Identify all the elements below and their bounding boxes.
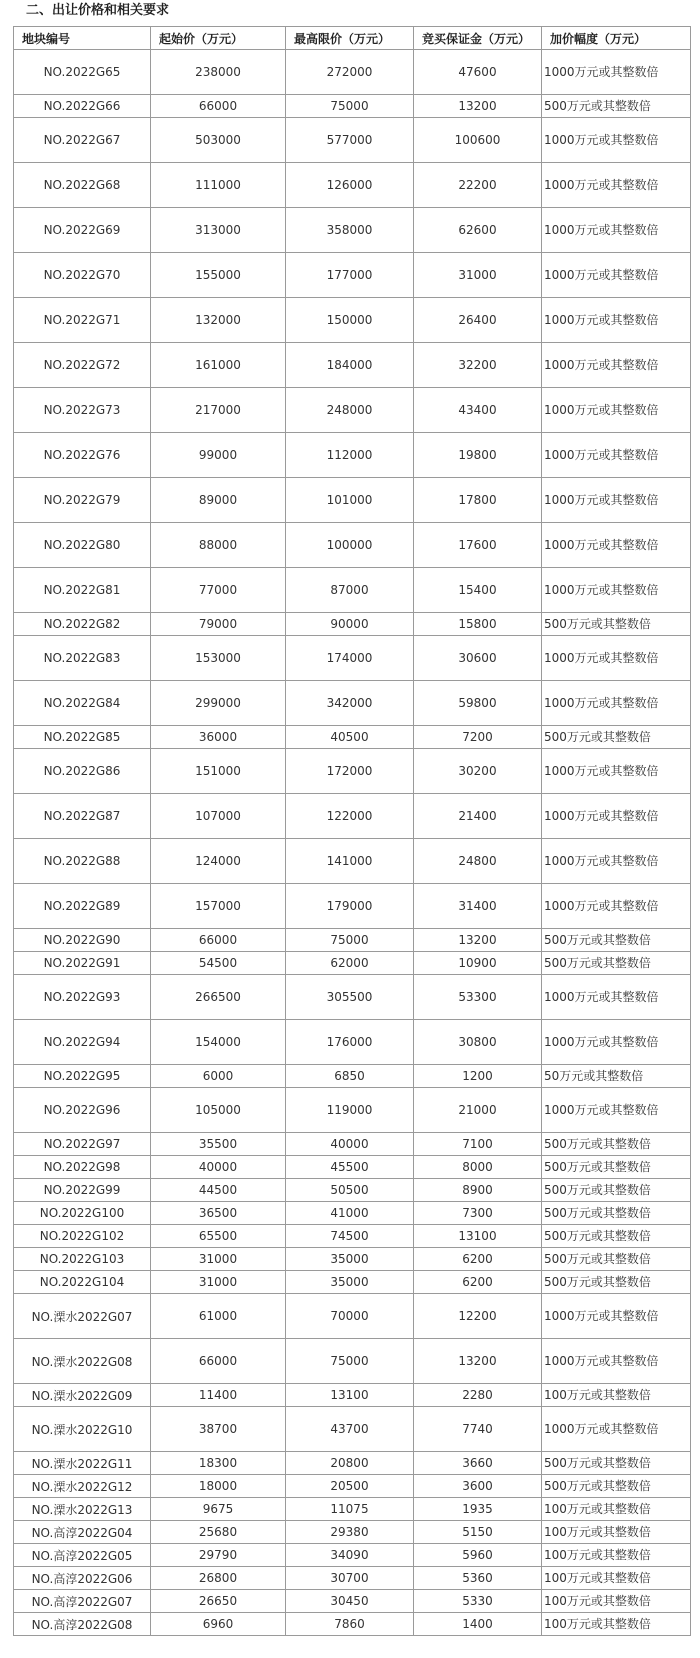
cell-max-price: 248000 bbox=[286, 388, 414, 433]
cell-plot-number: NO.2022G73 bbox=[14, 388, 151, 433]
cell-max-price: 342000 bbox=[286, 681, 414, 726]
cell-deposit: 100600 bbox=[414, 118, 542, 163]
cell-max-price: 112000 bbox=[286, 433, 414, 478]
cell-increment: 1000万元或其整数倍 bbox=[542, 50, 691, 95]
cell-max-price: 122000 bbox=[286, 794, 414, 839]
cell-increment: 1000万元或其整数倍 bbox=[542, 208, 691, 253]
cell-starting-price: 66000 bbox=[151, 929, 286, 952]
cell-deposit: 30800 bbox=[414, 1020, 542, 1065]
table-row bbox=[14, 298, 691, 343]
table-row bbox=[14, 1020, 691, 1065]
cell-increment: 1000万元或其整数倍 bbox=[542, 794, 691, 839]
cell-deposit: 8900 bbox=[414, 1179, 542, 1202]
cell-plot-number: NO.2022G70 bbox=[14, 253, 151, 298]
cell-deposit: 30600 bbox=[414, 636, 542, 681]
cell-max-price: 34090 bbox=[286, 1544, 414, 1567]
cell-deposit: 53300 bbox=[414, 975, 542, 1020]
cell-increment: 1000万元或其整数倍 bbox=[542, 1339, 691, 1384]
cell-deposit: 7300 bbox=[414, 1202, 542, 1225]
cell-deposit: 15400 bbox=[414, 568, 542, 613]
cell-deposit: 7740 bbox=[414, 1407, 542, 1452]
cell-max-price: 74500 bbox=[286, 1225, 414, 1248]
table-body bbox=[14, 50, 691, 1636]
cell-max-price: 577000 bbox=[286, 118, 414, 163]
cell-plot-number: NO.2022G79 bbox=[14, 478, 151, 523]
table-row bbox=[14, 253, 691, 298]
cell-plot-number: NO.2022G98 bbox=[14, 1156, 151, 1179]
cell-starting-price: 105000 bbox=[151, 1088, 286, 1133]
cell-increment: 500万元或其整数倍 bbox=[542, 1225, 691, 1248]
cell-increment: 100万元或其整数倍 bbox=[542, 1613, 691, 1636]
cell-increment: 1000万元或其整数倍 bbox=[542, 1088, 691, 1133]
cell-starting-price: 503000 bbox=[151, 118, 286, 163]
table-row bbox=[14, 1156, 691, 1179]
cell-plot-number: NO.高淳2022G04 bbox=[14, 1521, 151, 1544]
cell-starting-price: 44500 bbox=[151, 1179, 286, 1202]
cell-plot-number: NO.2022G99 bbox=[14, 1179, 151, 1202]
cell-starting-price: 25680 bbox=[151, 1521, 286, 1544]
table-row bbox=[14, 1498, 691, 1521]
cell-deposit: 10900 bbox=[414, 952, 542, 975]
cell-starting-price: 132000 bbox=[151, 298, 286, 343]
cell-starting-price: 313000 bbox=[151, 208, 286, 253]
cell-max-price: 6850 bbox=[286, 1065, 414, 1088]
cell-increment: 1000万元或其整数倍 bbox=[542, 1407, 691, 1452]
table-row bbox=[14, 681, 691, 726]
cell-max-price: 41000 bbox=[286, 1202, 414, 1225]
cell-deposit: 13100 bbox=[414, 1225, 542, 1248]
cell-starting-price: 66000 bbox=[151, 1339, 286, 1384]
table-row bbox=[14, 1202, 691, 1225]
cell-plot-number: NO.2022G68 bbox=[14, 163, 151, 208]
cell-deposit: 8000 bbox=[414, 1156, 542, 1179]
cell-plot-number: NO.2022G84 bbox=[14, 681, 151, 726]
table-row bbox=[14, 1088, 691, 1133]
cell-deposit: 24800 bbox=[414, 839, 542, 884]
table-row bbox=[14, 952, 691, 975]
cell-plot-number: NO.2022G102 bbox=[14, 1225, 151, 1248]
cell-plot-number: NO.高淳2022G05 bbox=[14, 1544, 151, 1567]
cell-plot-number: NO.溧水2022G09 bbox=[14, 1384, 151, 1407]
cell-starting-price: 6000 bbox=[151, 1065, 286, 1088]
cell-max-price: 40500 bbox=[286, 726, 414, 749]
cell-increment: 500万元或其整数倍 bbox=[542, 1133, 691, 1156]
table-row bbox=[14, 1544, 691, 1567]
cell-deposit: 43400 bbox=[414, 388, 542, 433]
cell-max-price: 176000 bbox=[286, 1020, 414, 1065]
cell-starting-price: 9675 bbox=[151, 1498, 286, 1521]
cell-starting-price: 26650 bbox=[151, 1590, 286, 1613]
cell-starting-price: 31000 bbox=[151, 1248, 286, 1271]
table-row bbox=[14, 636, 691, 681]
cell-plot-number: NO.溧水2022G11 bbox=[14, 1452, 151, 1475]
table-row bbox=[14, 388, 691, 433]
cell-deposit: 1935 bbox=[414, 1498, 542, 1521]
cell-starting-price: 31000 bbox=[151, 1271, 286, 1294]
cell-deposit: 62600 bbox=[414, 208, 542, 253]
cell-plot-number: NO.2022G96 bbox=[14, 1088, 151, 1133]
cell-increment: 1000万元或其整数倍 bbox=[542, 681, 691, 726]
cell-max-price: 20800 bbox=[286, 1452, 414, 1475]
cell-plot-number: NO.2022G86 bbox=[14, 749, 151, 794]
cell-plot-number: NO.高淳2022G08 bbox=[14, 1613, 151, 1636]
cell-plot-number: NO.2022G95 bbox=[14, 1065, 151, 1088]
table-row bbox=[14, 50, 691, 95]
cell-increment: 1000万元或其整数倍 bbox=[542, 839, 691, 884]
cell-starting-price: 65500 bbox=[151, 1225, 286, 1248]
cell-deposit: 21400 bbox=[414, 794, 542, 839]
cell-starting-price: 155000 bbox=[151, 253, 286, 298]
cell-increment: 1000万元或其整数倍 bbox=[542, 884, 691, 929]
cell-plot-number: NO.2022G72 bbox=[14, 343, 151, 388]
cell-plot-number: NO.高淳2022G06 bbox=[14, 1567, 151, 1590]
table-row bbox=[14, 568, 691, 613]
table-row bbox=[14, 1133, 691, 1156]
cell-deposit: 12200 bbox=[414, 1294, 542, 1339]
cell-starting-price: 66000 bbox=[151, 95, 286, 118]
cell-starting-price: 11400 bbox=[151, 1384, 286, 1407]
cell-starting-price: 111000 bbox=[151, 163, 286, 208]
cell-starting-price: 18000 bbox=[151, 1475, 286, 1498]
cell-deposit: 31400 bbox=[414, 884, 542, 929]
cell-starting-price: 89000 bbox=[151, 478, 286, 523]
cell-plot-number: NO.溧水2022G12 bbox=[14, 1475, 151, 1498]
cell-increment: 50万元或其整数倍 bbox=[542, 1065, 691, 1088]
cell-starting-price: 99000 bbox=[151, 433, 286, 478]
cell-deposit: 5150 bbox=[414, 1521, 542, 1544]
cell-starting-price: 88000 bbox=[151, 523, 286, 568]
cell-max-price: 35000 bbox=[286, 1271, 414, 1294]
cell-deposit: 5330 bbox=[414, 1590, 542, 1613]
cell-increment: 100万元或其整数倍 bbox=[542, 1544, 691, 1567]
cell-deposit: 5960 bbox=[414, 1544, 542, 1567]
cell-deposit: 30200 bbox=[414, 749, 542, 794]
cell-max-price: 30700 bbox=[286, 1567, 414, 1590]
table-row bbox=[14, 1475, 691, 1498]
table-row bbox=[14, 1452, 691, 1475]
cell-deposit: 1400 bbox=[414, 1613, 542, 1636]
cell-max-price: 101000 bbox=[286, 478, 414, 523]
cell-starting-price: 35500 bbox=[151, 1133, 286, 1156]
cell-increment: 1000万元或其整数倍 bbox=[542, 975, 691, 1020]
cell-starting-price: 77000 bbox=[151, 568, 286, 613]
cell-increment: 500万元或其整数倍 bbox=[542, 952, 691, 975]
cell-plot-number: NO.2022G93 bbox=[14, 975, 151, 1020]
cell-increment: 500万元或其整数倍 bbox=[542, 1475, 691, 1498]
table-row bbox=[14, 794, 691, 839]
table-row bbox=[14, 1225, 691, 1248]
cell-starting-price: 266500 bbox=[151, 975, 286, 1020]
cell-plot-number: NO.2022G66 bbox=[14, 95, 151, 118]
cell-deposit: 13200 bbox=[414, 929, 542, 952]
table-row bbox=[14, 929, 691, 952]
cell-deposit: 5360 bbox=[414, 1567, 542, 1590]
cell-plot-number: NO.2022G71 bbox=[14, 298, 151, 343]
table-row bbox=[14, 1339, 691, 1384]
cell-deposit: 19800 bbox=[414, 433, 542, 478]
table-row bbox=[14, 613, 691, 636]
table-row bbox=[14, 1065, 691, 1088]
cell-increment: 500万元或其整数倍 bbox=[542, 726, 691, 749]
cell-max-price: 11075 bbox=[286, 1498, 414, 1521]
cell-increment: 1000万元或其整数倍 bbox=[542, 568, 691, 613]
table-row bbox=[14, 208, 691, 253]
cell-max-price: 179000 bbox=[286, 884, 414, 929]
cell-increment: 1000万元或其整数倍 bbox=[542, 749, 691, 794]
table-row bbox=[14, 1567, 691, 1590]
cell-plot-number: NO.2022G90 bbox=[14, 929, 151, 952]
cell-max-price: 90000 bbox=[286, 613, 414, 636]
table-header-row bbox=[14, 27, 691, 50]
cell-deposit: 13200 bbox=[414, 95, 542, 118]
cell-plot-number: NO.2022G91 bbox=[14, 952, 151, 975]
cell-increment: 500万元或其整数倍 bbox=[542, 1156, 691, 1179]
cell-plot-number: NO.高淳2022G07 bbox=[14, 1590, 151, 1613]
table-row bbox=[14, 1407, 691, 1452]
header-increment: 加价幅度（万元） bbox=[542, 27, 691, 50]
cell-increment: 100万元或其整数倍 bbox=[542, 1567, 691, 1590]
cell-plot-number: NO.2022G82 bbox=[14, 613, 151, 636]
cell-starting-price: 40000 bbox=[151, 1156, 286, 1179]
cell-deposit: 59800 bbox=[414, 681, 542, 726]
cell-max-price: 13100 bbox=[286, 1384, 414, 1407]
cell-plot-number: NO.2022G100 bbox=[14, 1202, 151, 1225]
header-plot-number: 地块编号 bbox=[14, 27, 151, 50]
cell-increment: 500万元或其整数倍 bbox=[542, 95, 691, 118]
cell-deposit: 1200 bbox=[414, 1065, 542, 1088]
cell-increment: 100万元或其整数倍 bbox=[542, 1590, 691, 1613]
cell-deposit: 22200 bbox=[414, 163, 542, 208]
cell-max-price: 87000 bbox=[286, 568, 414, 613]
cell-starting-price: 18300 bbox=[151, 1452, 286, 1475]
table-row bbox=[14, 1384, 691, 1407]
cell-max-price: 40000 bbox=[286, 1133, 414, 1156]
cell-max-price: 50500 bbox=[286, 1179, 414, 1202]
cell-max-price: 70000 bbox=[286, 1294, 414, 1339]
cell-max-price: 172000 bbox=[286, 749, 414, 794]
cell-starting-price: 157000 bbox=[151, 884, 286, 929]
cell-starting-price: 238000 bbox=[151, 50, 286, 95]
cell-starting-price: 153000 bbox=[151, 636, 286, 681]
cell-deposit: 47600 bbox=[414, 50, 542, 95]
cell-plot-number: NO.2022G89 bbox=[14, 884, 151, 929]
cell-increment: 100万元或其整数倍 bbox=[542, 1384, 691, 1407]
cell-plot-number: NO.溧水2022G13 bbox=[14, 1498, 151, 1521]
cell-starting-price: 79000 bbox=[151, 613, 286, 636]
table-row bbox=[14, 1294, 691, 1339]
cell-increment: 1000万元或其整数倍 bbox=[542, 388, 691, 433]
table-row bbox=[14, 95, 691, 118]
table-row bbox=[14, 1521, 691, 1544]
cell-max-price: 100000 bbox=[286, 523, 414, 568]
cell-starting-price: 107000 bbox=[151, 794, 286, 839]
cell-starting-price: 154000 bbox=[151, 1020, 286, 1065]
cell-increment: 1000万元或其整数倍 bbox=[542, 478, 691, 523]
cell-increment: 500万元或其整数倍 bbox=[542, 613, 691, 636]
cell-starting-price: 36500 bbox=[151, 1202, 286, 1225]
cell-increment: 1000万元或其整数倍 bbox=[542, 1020, 691, 1065]
cell-plot-number: NO.2022G69 bbox=[14, 208, 151, 253]
cell-plot-number: NO.2022G85 bbox=[14, 726, 151, 749]
cell-max-price: 75000 bbox=[286, 929, 414, 952]
table-row bbox=[14, 1590, 691, 1613]
cell-deposit: 6200 bbox=[414, 1271, 542, 1294]
cell-plot-number: NO.2022G76 bbox=[14, 433, 151, 478]
cell-max-price: 141000 bbox=[286, 839, 414, 884]
cell-plot-number: NO.2022G104 bbox=[14, 1271, 151, 1294]
table-row bbox=[14, 726, 691, 749]
cell-deposit: 3660 bbox=[414, 1452, 542, 1475]
table-row bbox=[14, 749, 691, 794]
cell-max-price: 35000 bbox=[286, 1248, 414, 1271]
cell-max-price: 43700 bbox=[286, 1407, 414, 1452]
cell-deposit: 7100 bbox=[414, 1133, 542, 1156]
cell-plot-number: NO.2022G83 bbox=[14, 636, 151, 681]
cell-max-price: 305500 bbox=[286, 975, 414, 1020]
cell-plot-number: NO.溧水2022G10 bbox=[14, 1407, 151, 1452]
cell-increment: 500万元或其整数倍 bbox=[542, 1271, 691, 1294]
cell-plot-number: NO.2022G88 bbox=[14, 839, 151, 884]
cell-deposit: 21000 bbox=[414, 1088, 542, 1133]
cell-max-price: 272000 bbox=[286, 50, 414, 95]
cell-plot-number: NO.2022G97 bbox=[14, 1133, 151, 1156]
cell-starting-price: 299000 bbox=[151, 681, 286, 726]
cell-starting-price: 54500 bbox=[151, 952, 286, 975]
table-row bbox=[14, 1271, 691, 1294]
table-row bbox=[14, 839, 691, 884]
cell-increment: 1000万元或其整数倍 bbox=[542, 118, 691, 163]
cell-deposit: 15800 bbox=[414, 613, 542, 636]
cell-deposit: 6200 bbox=[414, 1248, 542, 1271]
header-deposit: 竞买保证金（万元） bbox=[414, 27, 542, 50]
header-starting-price: 起始价（万元） bbox=[151, 27, 286, 50]
cell-deposit: 32200 bbox=[414, 343, 542, 388]
cell-increment: 500万元或其整数倍 bbox=[542, 1452, 691, 1475]
cell-plot-number: NO.2022G65 bbox=[14, 50, 151, 95]
cell-starting-price: 6960 bbox=[151, 1613, 286, 1636]
cell-max-price: 177000 bbox=[286, 253, 414, 298]
cell-starting-price: 151000 bbox=[151, 749, 286, 794]
cell-starting-price: 38700 bbox=[151, 1407, 286, 1452]
cell-starting-price: 161000 bbox=[151, 343, 286, 388]
table-row bbox=[14, 478, 691, 523]
cell-increment: 1000万元或其整数倍 bbox=[542, 298, 691, 343]
cell-max-price: 45500 bbox=[286, 1156, 414, 1179]
cell-deposit: 2280 bbox=[414, 1384, 542, 1407]
cell-deposit: 17800 bbox=[414, 478, 542, 523]
cell-starting-price: 124000 bbox=[151, 839, 286, 884]
section-heading: 二、出让价格和相关要求 bbox=[26, 3, 170, 18]
cell-increment: 1000万元或其整数倍 bbox=[542, 163, 691, 208]
table-row bbox=[14, 1613, 691, 1636]
cell-increment: 100万元或其整数倍 bbox=[542, 1521, 691, 1544]
cell-deposit: 31000 bbox=[414, 253, 542, 298]
cell-increment: 500万元或其整数倍 bbox=[542, 1179, 691, 1202]
cell-plot-number: NO.溧水2022G07 bbox=[14, 1294, 151, 1339]
cell-max-price: 75000 bbox=[286, 95, 414, 118]
cell-increment: 1000万元或其整数倍 bbox=[542, 1294, 691, 1339]
cell-plot-number: NO.2022G81 bbox=[14, 568, 151, 613]
table-row bbox=[14, 118, 691, 163]
cell-plot-number: NO.2022G94 bbox=[14, 1020, 151, 1065]
cell-deposit: 7200 bbox=[414, 726, 542, 749]
cell-plot-number: NO.2022G80 bbox=[14, 523, 151, 568]
table-row bbox=[14, 433, 691, 478]
cell-increment: 500万元或其整数倍 bbox=[542, 1248, 691, 1271]
cell-max-price: 119000 bbox=[286, 1088, 414, 1133]
cell-increment: 1000万元或其整数倍 bbox=[542, 636, 691, 681]
cell-increment: 500万元或其整数倍 bbox=[542, 1202, 691, 1225]
table-row bbox=[14, 1179, 691, 1202]
cell-plot-number: NO.2022G67 bbox=[14, 118, 151, 163]
table-row bbox=[14, 343, 691, 388]
table-row bbox=[14, 884, 691, 929]
cell-max-price: 62000 bbox=[286, 952, 414, 975]
cell-deposit: 26400 bbox=[414, 298, 542, 343]
cell-increment: 1000万元或其整数倍 bbox=[542, 343, 691, 388]
cell-max-price: 30450 bbox=[286, 1590, 414, 1613]
cell-increment: 1000万元或其整数倍 bbox=[542, 433, 691, 478]
cell-max-price: 29380 bbox=[286, 1521, 414, 1544]
cell-increment: 100万元或其整数倍 bbox=[542, 1498, 691, 1521]
cell-max-price: 174000 bbox=[286, 636, 414, 681]
cell-starting-price: 36000 bbox=[151, 726, 286, 749]
land-price-table bbox=[13, 26, 691, 1636]
cell-max-price: 358000 bbox=[286, 208, 414, 253]
cell-max-price: 75000 bbox=[286, 1339, 414, 1384]
cell-max-price: 184000 bbox=[286, 343, 414, 388]
cell-increment: 1000万元或其整数倍 bbox=[542, 253, 691, 298]
table-row bbox=[14, 975, 691, 1020]
cell-deposit: 3600 bbox=[414, 1475, 542, 1498]
cell-max-price: 126000 bbox=[286, 163, 414, 208]
cell-plot-number: NO.溧水2022G08 bbox=[14, 1339, 151, 1384]
cell-deposit: 13200 bbox=[414, 1339, 542, 1384]
cell-deposit: 17600 bbox=[414, 523, 542, 568]
cell-plot-number: NO.2022G87 bbox=[14, 794, 151, 839]
cell-starting-price: 29790 bbox=[151, 1544, 286, 1567]
cell-max-price: 7860 bbox=[286, 1613, 414, 1636]
cell-starting-price: 61000 bbox=[151, 1294, 286, 1339]
cell-max-price: 150000 bbox=[286, 298, 414, 343]
cell-starting-price: 26800 bbox=[151, 1567, 286, 1590]
cell-increment: 1000万元或其整数倍 bbox=[542, 523, 691, 568]
cell-plot-number: NO.2022G103 bbox=[14, 1248, 151, 1271]
header-max-price: 最高限价（万元） bbox=[286, 27, 414, 50]
cell-max-price: 20500 bbox=[286, 1475, 414, 1498]
table-row bbox=[14, 1248, 691, 1271]
cell-starting-price: 217000 bbox=[151, 388, 286, 433]
table-row bbox=[14, 163, 691, 208]
table-row bbox=[14, 523, 691, 568]
cell-increment: 500万元或其整数倍 bbox=[542, 929, 691, 952]
